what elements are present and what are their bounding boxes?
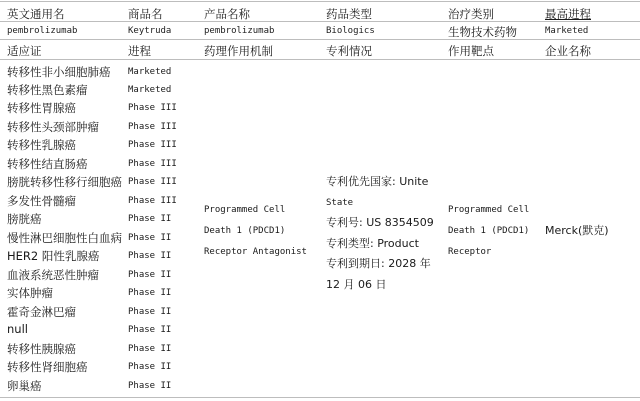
indication-name: 实体肿瘤 [7, 286, 53, 300]
indication-phase: Phase III [128, 140, 177, 150]
indication-name: 转移性乳腺癌 [7, 138, 76, 152]
indication-name: 多发性骨髓瘤 [7, 194, 76, 208]
mechanism-cell [204, 200, 307, 263]
indication-name: 转移性结直肠癌 [7, 157, 88, 171]
target-line: Death 1 (PDCD1) [448, 226, 530, 236]
patent-priority-country: 专利优先国家: Unite [326, 175, 429, 188]
value-trade-name: Keytruda [128, 26, 172, 36]
indication-phase: Phase II [128, 344, 172, 354]
company-name: Merck(默克) [545, 224, 609, 237]
header-therapy-category: 治疗类别 [448, 7, 494, 21]
header-drug-type: 药品类型 [326, 7, 372, 21]
indication-phase: Phase II [128, 288, 172, 298]
patent-cell [326, 172, 434, 295]
indication-name: 膀胱转移性移行细胞癌 [7, 175, 122, 189]
header-company: 企业名称 [545, 44, 591, 58]
indication-phase: Phase II [128, 381, 172, 391]
mechanism-line: Receptor Antagonist [204, 247, 307, 257]
patent-expiry-cont: 12 月 06 日 [326, 277, 387, 291]
patent-type: 专利类型: Product [326, 236, 419, 250]
header-row3-rule [0, 59, 640, 60]
value-highest-phase: Marketed [545, 26, 589, 36]
indication-phase: Phase II [128, 233, 172, 243]
indication-name: HER2 阳性乳腺癌 [7, 249, 100, 263]
indication-phase: Phase III [128, 103, 177, 113]
mechanism-line: Programmed Cell [204, 205, 286, 215]
indication-name: 膀胱癌 [7, 212, 42, 226]
header-english-name: 英文通用名 [7, 7, 65, 21]
table-top-rule [0, 1, 640, 2]
header-highest-phase: 最高进程 [545, 7, 591, 21]
target-cell [448, 200, 529, 263]
indication-name: 血液系统恶性肿瘤 [7, 268, 99, 282]
indication-name: 转移性非小细胞肺癌 [7, 65, 111, 79]
indication-name: 慢性淋巴细胞性白血病 [7, 231, 122, 245]
indication-phase: Phase II [128, 214, 172, 224]
indication-phase: Phase III [128, 196, 177, 206]
target-line: Programmed Cell [448, 205, 530, 215]
patent-number: 专利号: US 8354509 [326, 216, 434, 229]
indication-phase: Phase II [128, 307, 172, 317]
indication-phase: Marketed [128, 67, 172, 77]
value-product-name: pembrolizumab [204, 26, 275, 36]
indication-name: 转移性黑色素瘤 [7, 83, 88, 97]
indication-name: null [7, 322, 28, 336]
header-progress: 进程 [128, 44, 151, 58]
mechanism-line: Death 1 (PDCD1) [204, 226, 286, 236]
indication-phase: Phase III [128, 122, 177, 132]
indication-phase: Phase II [128, 270, 172, 280]
indication-phase: Phase II [128, 325, 172, 335]
indication-name: 转移性肾细胞癌 [7, 360, 88, 374]
table-bottom-rule [0, 397, 640, 398]
header-mechanism: 药理作用机制 [204, 44, 273, 58]
header-indication: 适应证 [7, 44, 42, 58]
indication-name: 霍奇金淋巴瘤 [7, 305, 76, 319]
indication-name: 卵巢癌 [7, 379, 42, 393]
indication-phase: Phase III [128, 159, 177, 169]
value-english-name: pembrolizumab [7, 26, 78, 36]
header-patent: 专利情况 [326, 44, 372, 58]
indication-phase: Marketed [128, 85, 172, 95]
header-trade-name: 商品名 [128, 7, 163, 21]
patent-expiry: 专利到期日: 2028 年 [326, 257, 431, 270]
value-therapy-category: 生物技术药物 [448, 25, 517, 39]
header-row2-rule [0, 39, 640, 40]
value-drug-type: Biologics [326, 26, 375, 36]
indication-name: 转移性胃腺癌 [7, 101, 76, 115]
target-line: Receptor [448, 247, 492, 257]
indication-phase: Phase III [128, 177, 177, 187]
indication-name: 转移性头颈部肿瘤 [7, 120, 99, 134]
header-product-name: 产品名称 [204, 7, 250, 21]
patent-priority-country-cont: State [326, 197, 354, 208]
indication-name: 转移性胰腺癌 [7, 342, 76, 356]
indication-phase: Phase II [128, 251, 172, 261]
indication-phase: Phase II [128, 362, 172, 372]
header-row1-rule [0, 21, 640, 22]
header-target: 作用靶点 [448, 44, 494, 58]
